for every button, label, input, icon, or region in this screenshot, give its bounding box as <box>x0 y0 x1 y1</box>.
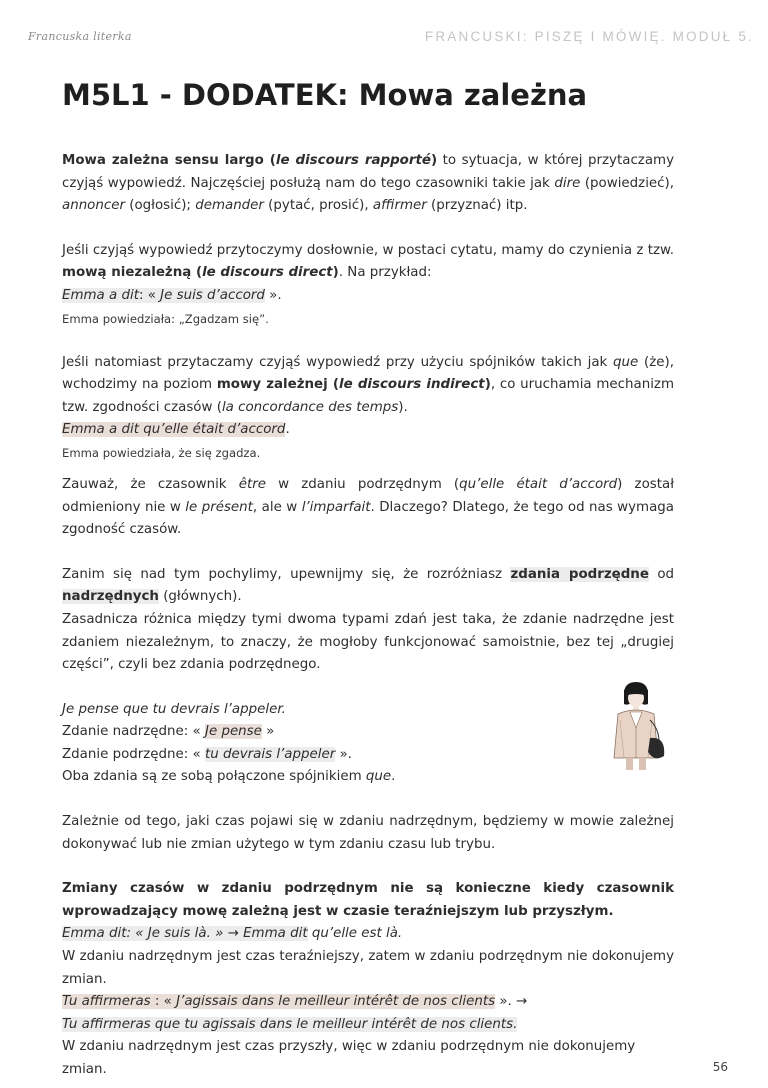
paragraph-clauses: Zanim się nad tym pochylimy, upewnijmy się, że rozróżniasz zdania podrzędne od nadrzędnych (głównych). <box>62 566 675 605</box>
paragraph-tense-dependence: Zależnie od tego, jaki czas pojawi się w zdaniu nadrzędnym, będziemy w mowie zależnej dokonywać lub nie zmian użytego w tym zdaniu czasu lub trybu. <box>62 814 674 852</box>
note-future: W zdaniu nadrzędnym jest czas przyszły, więc w zdaniu podrzędnym nie dokonujemy zmian. <box>62 1039 636 1077</box>
paragraph-intro: Mowa zależna sensu largo (le discours rapporté) to sytuacja, w której przytaczamy czyjąś wypowiedź. Najczęściej posłużą nam do tego czasowniki takie jak dire (powiedzieć), annoncer (ogłosić); demander (pytać, prosić), affirmer (przyznać) itp. <box>62 153 675 214</box>
brand-logo: Francuska literka <box>28 30 132 43</box>
main-clause-line: Zdanie nadrzędne: « Je pense » <box>62 724 275 740</box>
module-header: FRANCUSKI: PISZĘ I MÓWIĘ. MODUŁ 5. <box>424 29 754 44</box>
rule-no-change: Zmiany czasów w zdaniu podrzędnym nie są konieczne kiedy czasownik wprowadzający mowę zależną jest w czasie teraźniejszym lub przyszłym. <box>62 881 674 919</box>
example-indirect: Emma a dit qu’elle était d’accord. <box>62 422 290 438</box>
subordinate-clause-line: Zdanie podrzędne: « tu devrais l’appeler ». <box>62 746 352 762</box>
paragraph-etre-note: Zauważ, że czasownik être w zdaniu podrzędnym (qu’elle était d’accord) został odmieniony nie w le présent, ale w l’imparfait. Dlaczego? Dlatego, że tego od nas wymaga zgodność czasów. <box>62 476 674 538</box>
example-present: Emma dit: « Je suis là. » → Emma dit qu’elle est là. <box>62 926 403 942</box>
translation-indirect: Emma powiedziała, że się zgadza. <box>62 445 261 460</box>
note-present: W zdaniu nadrzędnym jest czas teraźniejszy, zatem w zdaniu podrzędnym nie dokonujemy zmian. <box>62 949 674 987</box>
page-title: M5L1 - DODATEK: Mowa zależna <box>62 78 588 112</box>
translation-direct: Emma powiedziała: „Zgadzam się”. <box>62 311 269 326</box>
example-clauses: Je pense que tu devrais l’appeler. <box>62 701 286 717</box>
content <box>62 150 674 1082</box>
woman-illustration <box>596 680 674 772</box>
example-future-direct: Tu affirmeras : « J’agissais dans le meilleur intérêt de nos clients ». → <box>62 994 528 1010</box>
page-number: 56 <box>712 1060 728 1074</box>
paragraph-indirect-speech: Jeśli natomiast przytaczamy czyjąś wypowiedź przy użyciu spójników takich jak que (że), wchodzimy na poziom mowy zależnej (le discours indirect), co uruchamia mechanizm tzw. zgodności czasów (la concordance des temps). <box>62 354 674 415</box>
paragraph-clauses-diff: Zasadnicza różnica między tymi dwoma typami zdań jest taka, że zdanie nadrzędne jest zdaniem niezależnym, to znaczy, że mogłoby funkcjonować samoistnie, bez tej „drugiej części”, czyli bez zdania podrzędnego. <box>62 611 674 673</box>
conjunction-line: Oba zdania są ze sobą połączone spójnikiem que. <box>62 769 396 785</box>
paragraph-direct-speech: Jeśli czyjąś wypowiedź przytoczymy dosłownie, w postaci cytatu, mamy do czynienia z tzw. mową niezależną (le discours direct). Na przykład: <box>62 242 674 281</box>
example-direct: Emma a dit: « Je suis d’accord ». <box>62 287 282 303</box>
example-future-indirect: Tu affirmeras que tu agissais dans le meilleur intérêt de nos clients. <box>62 1016 518 1032</box>
